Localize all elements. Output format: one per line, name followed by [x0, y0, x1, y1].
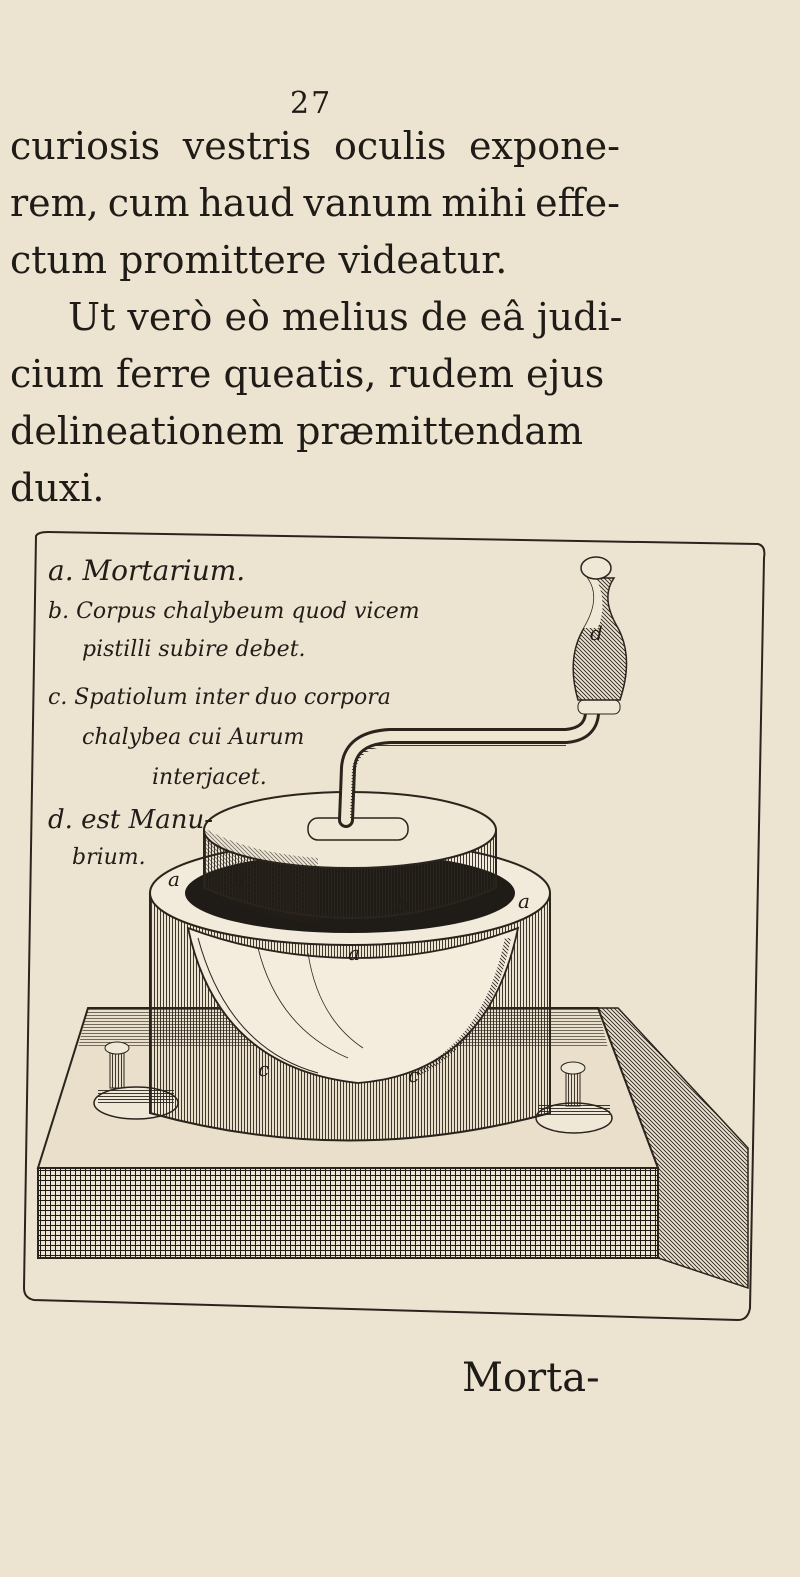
text-line: delineationem præmittendam [10, 409, 584, 453]
label-a: a [518, 889, 530, 913]
legend-line: d. est Manu- [48, 805, 214, 835]
base-board-front [38, 1168, 658, 1258]
label-d: d [590, 621, 603, 645]
label-a: a [348, 941, 360, 965]
legend-line: brium. [72, 845, 146, 870]
legend-line: a. Mortarium. [48, 554, 246, 587]
label-b: b [396, 893, 409, 917]
text-line: Ut verò eò melius de eâ judi- [68, 295, 623, 339]
text-line: ctum promittere videatur. [10, 238, 508, 282]
body-text [10, 118, 623, 517]
engraved-plate [18, 528, 770, 1328]
legend-line: interjacet. [152, 765, 267, 790]
text-line: cium ferre queatis, rudem ejus [10, 352, 605, 396]
legend-line: chalybea cui Aurum [82, 725, 305, 750]
label-a: a [168, 867, 180, 891]
legend-line: pistilli subire debet. [82, 637, 306, 662]
text-line: duxi. [10, 466, 105, 510]
mortar-engraving [18, 528, 770, 1328]
page-number: 27 [290, 86, 333, 121]
catchword: Morta- [462, 1355, 600, 1401]
legend-line: c. Spatiolum inter duo corpora [48, 685, 391, 710]
text-line: curiosis vestris oculis expone- [10, 124, 620, 168]
legend-line: b. Corpus chalybeum quod vicem [48, 599, 420, 624]
label-c: c [258, 1057, 270, 1081]
label-c: c [408, 1063, 420, 1087]
text-line: rem, cum haud vanum mihi effe- [10, 181, 620, 225]
label-b: b [232, 867, 245, 891]
